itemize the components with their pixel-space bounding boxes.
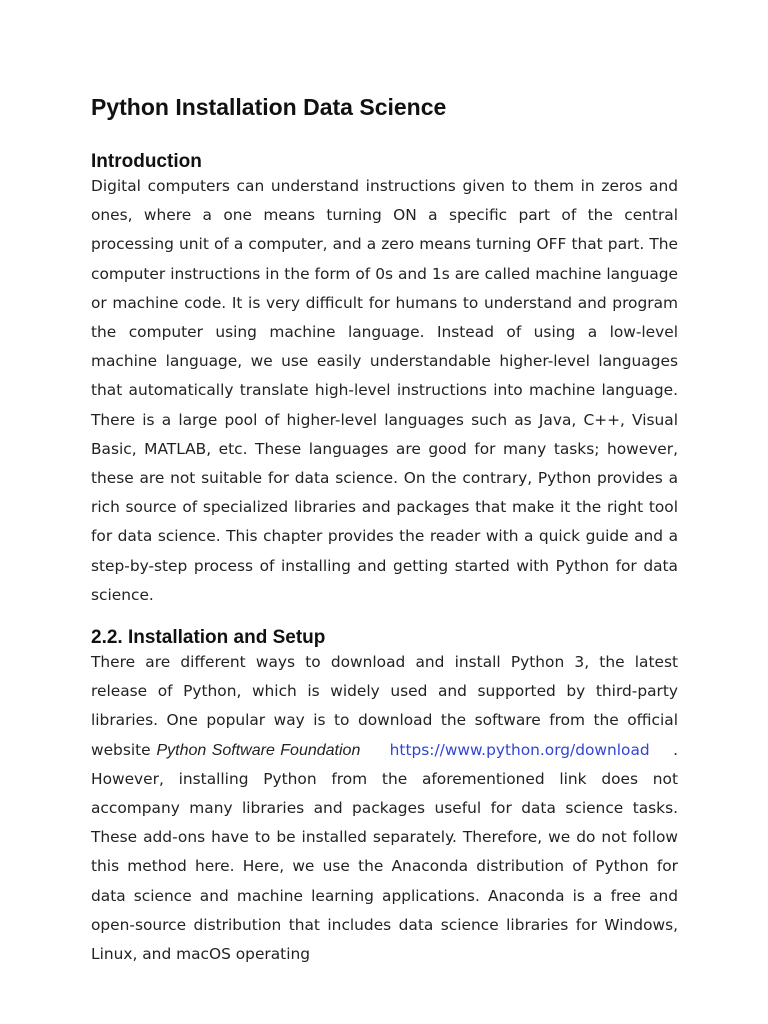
installation-text-after: . However, installing Python from the aforementioned link does not accompany many libraries and packages useful for data science tasks. These add-ons have to be installed separately. Therefore, we do not follow this method here. Here, we use the Anaconda distribution of Python for data science and machine learning applications. Anaconda is a free and open-source distribution that includes data science libraries for Windows, Linux, and macOS operating (91, 740, 679, 964)
introduction-heading: Introduction (91, 151, 202, 172)
introduction-paragraph: Digital computers can understand instructions given to them in zeros and ones, where a one means turning ON a specific part of the central processing unit of a computer, and a zero means turning OFF that part. The computer instructions in the form of 0s and 1s are called machine language or machine code. It is very difficult for humans to understand and program the computer using machine language. Instead of using a low-level machine language, we use easily understandable higher-level languages that automatically translate high-level instructions into machine language. There is a large pool of higher-level languages such as Java, C++, Visual Basic, MATLAB, etc. These languages are good for many tasks; however, these are not suitable for data science. On the contrary, Python provides a rich source of specialized libraries and packages that make it the right tool for data science. This chapter provides the reader with a quick guide and a step-by-step process of installing and getting started with Python for data science. (91, 177, 678, 604)
python-software-foundation-name: Python Software Foundation (156, 741, 361, 759)
installation-text-before: There are different ways to download and install Python 3, the latest release of Python, which is widely used and supported by third-party libraries. One popular way is to download the software from the official website (91, 653, 678, 759)
document-page (91, 92, 678, 969)
installation-heading: 2.2. Installation and Setup (91, 627, 326, 649)
installation-paragraph (91, 648, 678, 969)
python-download-link[interactable]: https://www.python.org/download (389, 740, 650, 759)
page-title: Python Installation Data Science (91, 94, 447, 120)
